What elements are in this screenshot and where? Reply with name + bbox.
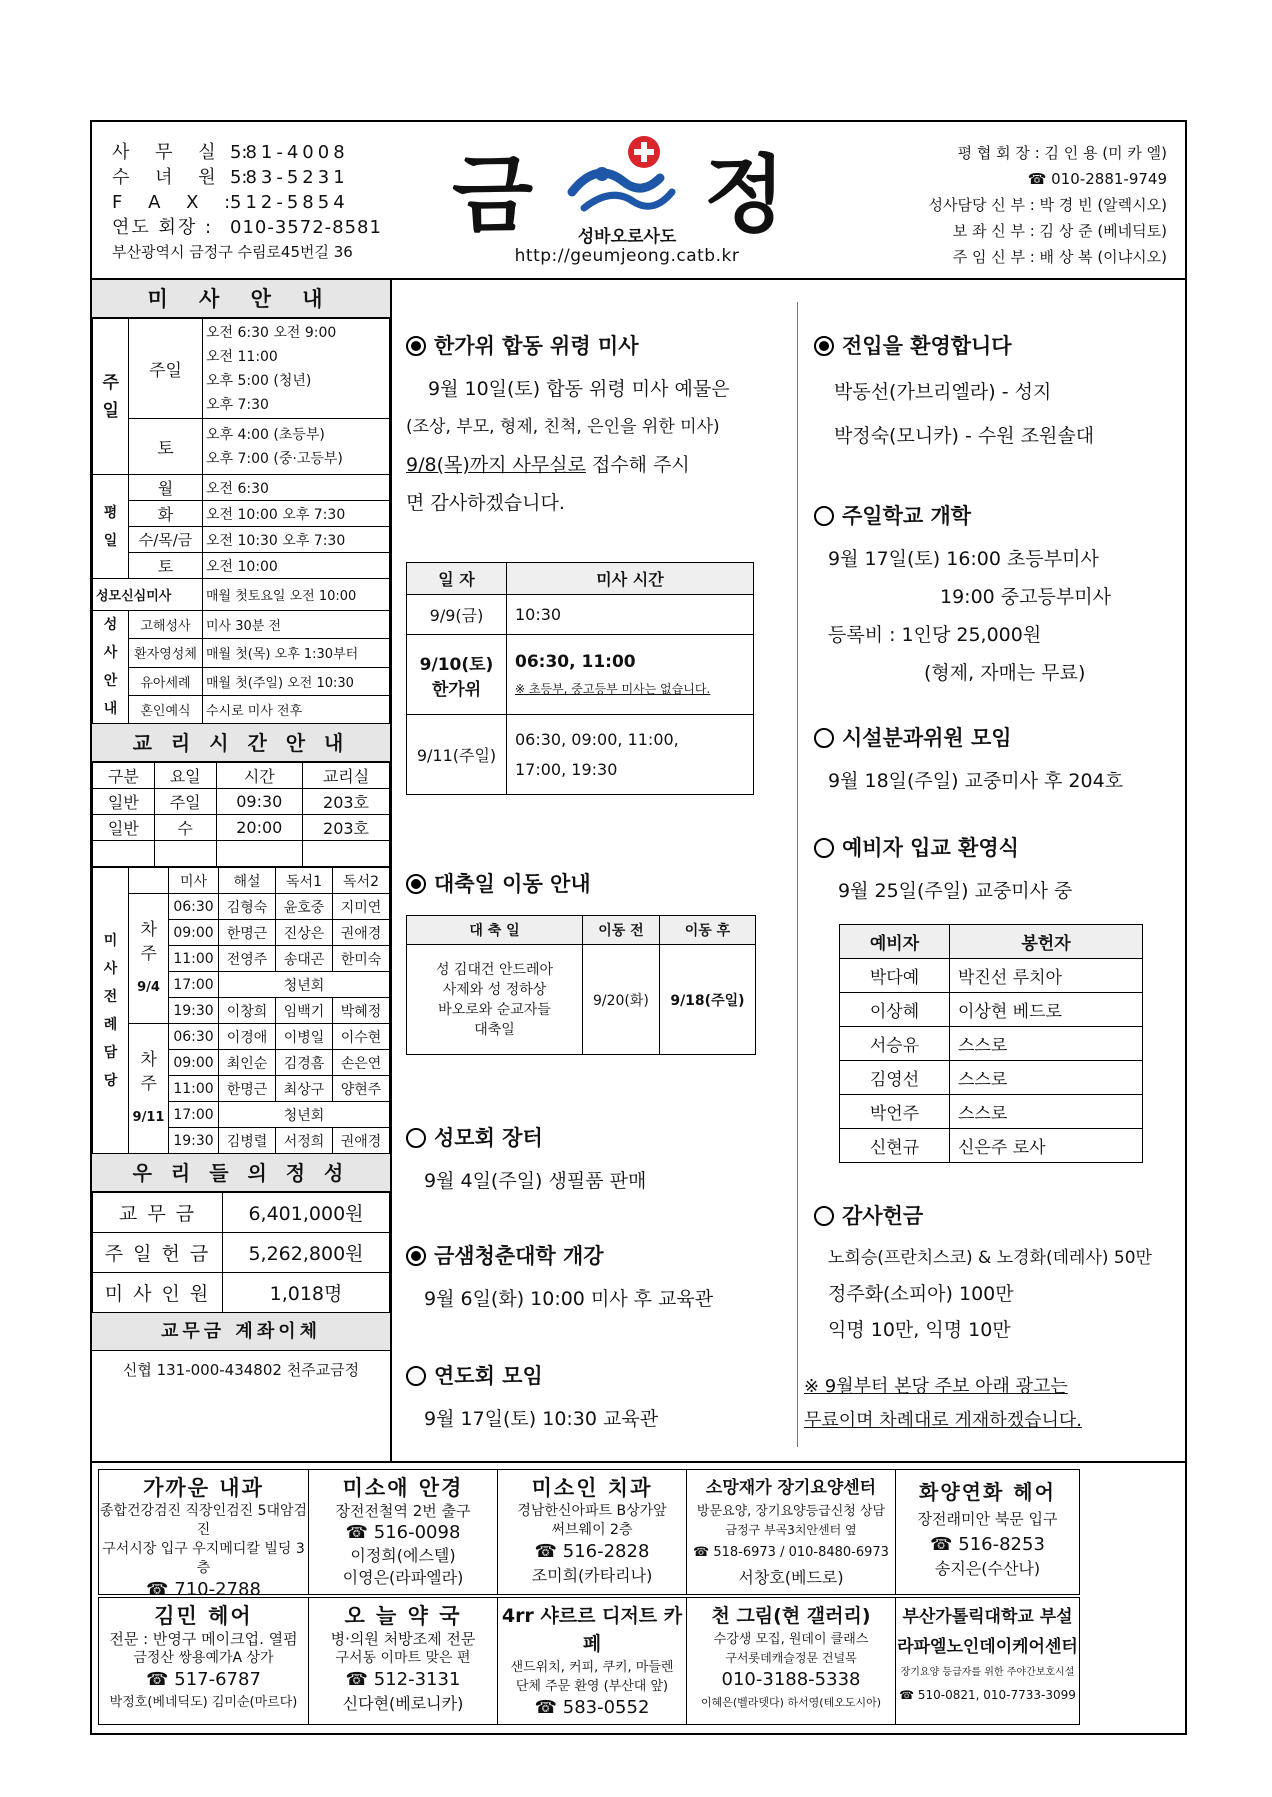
thanks-item: 노희승(프란치스코) & 노경화(데레사) 50만 — [828, 1248, 1152, 1268]
logo-text: 성바오로사도 — [577, 227, 677, 247]
assistant-priest: 보 좌 신 부 : 김 상 준 (베네딕토) — [952, 222, 1167, 240]
bullet-empty-icon — [814, 506, 834, 526]
title-left: 금 — [452, 146, 534, 244]
sponsor-name: 스스로 — [950, 1061, 1143, 1095]
welcome-item: 박동선(가브리엘라) - 성지 — [834, 381, 1052, 403]
ministry-cell: 19:30 — [169, 998, 219, 1024]
ministry-header: 독서1 — [276, 868, 333, 894]
ad-name: 천 그림(현 갤러리) — [711, 1605, 871, 1627]
ad-notice-text: ※ 9월부터 본당 주보 아래 광고는 — [804, 1376, 1068, 1397]
ad-person: 서창호(베드로) — [738, 1568, 844, 1587]
catechism-header: 구분 — [93, 763, 155, 789]
mass-guide-title: 미 사 안 내 — [92, 280, 390, 318]
offering-value: 5,262,800원 — [223, 1233, 390, 1273]
bullet-empty-icon — [406, 1366, 426, 1386]
chuseok-mass-table — [406, 562, 754, 795]
middle-column — [394, 280, 789, 1461]
bullet-empty-icon — [814, 838, 834, 858]
school-text: (형제, 자매는 무료) — [924, 662, 1086, 684]
alumni-phone: 010-3572-8581 — [230, 217, 382, 238]
ad-notice — [804, 1370, 1186, 1438]
pastor: 주 임 신 부 : 배 상 복 (이냐시오) — [952, 248, 1167, 266]
welcome-title: 전입을 환영합니다 — [842, 334, 1012, 358]
sponsor-name: 신은주 로사 — [950, 1129, 1143, 1163]
ad-name: 4rr 샤르르 디저트 카페 — [501, 1605, 683, 1655]
ministry-cell: 청년회 — [219, 1102, 390, 1128]
ministry-cell: 청년회 — [219, 972, 390, 998]
ministry-cell: 윤호중 — [276, 894, 333, 920]
catechumen-name: 이상혜 — [840, 993, 950, 1027]
catechism-cell: 09:30 — [216, 789, 303, 815]
ad-phone: ☎ 583-0552 — [534, 1697, 650, 1718]
bullet-empty-icon — [814, 1206, 834, 1226]
chuseok-deadline: 9/8(목)까지 사무실로 — [406, 454, 586, 476]
catechism-cell: 일반 — [93, 815, 155, 841]
ad-line: 경남한신아파트 B상가앞 — [517, 1503, 667, 1519]
sacrament-priest: 성사담당 신 부 : 박 경 빈 (알렉시오) — [928, 196, 1167, 214]
ministry-table — [92, 867, 390, 1154]
address: 부산광역시 금정구 수림로45번길 36 — [112, 243, 353, 261]
weekday-time: 오전 10:00 — [203, 553, 390, 579]
council-phone: ☎ 010-2881-9749 — [1027, 170, 1167, 188]
welcome-item: 박정숙(모니카) - 수원 조원솔대 — [834, 425, 1095, 447]
week-2: 차 주 9/11 — [129, 1024, 169, 1154]
catechism-cell: 20:00 — [216, 815, 303, 841]
ad-phone: ☎ 710-2788 — [146, 1579, 261, 1595]
chuseok-text: 면 감사하겠습니다. — [406, 492, 565, 514]
bullet-filled-icon — [814, 336, 834, 356]
catechumen-name: 신현규 — [840, 1129, 950, 1163]
ministry-cell: 진상은 — [276, 920, 333, 946]
catechism-cell: 일반 — [93, 789, 155, 815]
ad-person: 신다현(베로니카) — [342, 1694, 464, 1713]
ministry-cell: 09:00 — [169, 1050, 219, 1076]
ad-person — [498, 1720, 686, 1725]
feast-before: 9/20(화) — [583, 945, 660, 1055]
feast-header: 이동 후 — [659, 916, 755, 945]
weekday-day: 월 — [129, 475, 203, 501]
offering-title: 우 리 들 의 정 성 — [92, 1154, 390, 1192]
ministry-cell: 09:00 — [169, 920, 219, 946]
ministry-cell: 최인순 — [219, 1050, 276, 1076]
bullet-filled-icon — [406, 1246, 426, 1266]
mass-time: 06:30, 09:00, 11:00, 17:00, 19:30 — [507, 715, 754, 795]
yeondo-title: 연도회 모임 — [434, 1364, 543, 1388]
catechumen-section — [814, 832, 1072, 910]
ad-name: 오 늘 약 국 — [344, 1604, 462, 1628]
ministry-cell: 김병렬 — [219, 1128, 276, 1154]
bulletin-header — [92, 122, 1185, 280]
weekday-day: 토 — [129, 553, 203, 579]
ad-card[interactable] — [308, 1597, 498, 1725]
ad-name: 부산가톨릭대학교 부설 — [902, 1607, 1073, 1627]
mass-note: ※ 초등부, 중고등부 미사는 없습니다. — [515, 682, 711, 696]
catechumen-header: 봉헌자 — [950, 925, 1143, 959]
sunday-label: 주 일 — [93, 319, 129, 475]
market-text: 9월 4일(주일) 생필품 판매 — [424, 1170, 647, 1192]
sponsor-name: 박진선 루치아 — [950, 959, 1143, 993]
weekday-time: 오전 10:30 오후 7:30 — [203, 527, 390, 553]
offering-label: 주 일 헌 금 — [93, 1233, 223, 1273]
ad-card[interactable] — [98, 1597, 309, 1725]
feast-header: 이동 전 — [583, 916, 660, 945]
ad-phone: ☎ 512-3131 — [345, 1669, 461, 1690]
ad-name: 화양연화 헤어 — [919, 1480, 1056, 1504]
sunday-times: 오전 6:30 오전 9:00 오전 11:00 오후 5:00 (청년) 오후 7:30 — [203, 319, 390, 419]
ad-person: 송지은(수산나) — [934, 1559, 1041, 1578]
feast-after: 9/18(주일) — [659, 945, 755, 1055]
school-text: 등록비 : 1인당 25,000원 — [828, 624, 1042, 646]
catechumen-table — [839, 924, 1143, 1163]
parish-url[interactable]: http://geumjeong.catb.kr — [514, 246, 740, 266]
right-column — [804, 280, 1186, 1461]
catechumen-text: 9월 25일(주일) 교중미사 중 — [838, 880, 1073, 902]
ad-line: 수강생 모집, 원데이 클래스 — [713, 1632, 869, 1647]
ministry-cell: 19:30 — [169, 1128, 219, 1154]
ministry-cell: 서정희 — [276, 1128, 333, 1154]
ministry-cell: 이병일 — [276, 1024, 333, 1050]
school-text: 9월 17일(토) 16:00 초등부미사 — [828, 548, 1099, 570]
ad-line: 종합건강검진 직장인검진 5대암검진 — [99, 1503, 308, 1538]
ad-line: 장전전철역 2번 출구 — [335, 1502, 471, 1520]
feast-title: 대축일 이동 안내 — [434, 872, 591, 896]
ministry-cell: 손은연 — [333, 1050, 390, 1076]
ad-line: 병·의원 처방조제 전문 — [330, 1630, 476, 1648]
ad-phone: ☎ 516-8253 — [930, 1534, 1045, 1555]
feast-table — [406, 915, 756, 1055]
school-section — [814, 500, 1184, 692]
sponsor-name: 이상현 베드로 — [950, 993, 1143, 1027]
catechumen-name: 박다예 — [840, 959, 950, 993]
feast-name: 성 김대건 안드레아 사제와 성 정하상 바오로와 순교자들 대축일 — [407, 945, 583, 1055]
elder-title: 금샘청춘대학 개강 — [434, 1244, 604, 1268]
ministry-cell: 임백기 — [276, 998, 333, 1024]
ministry-cell: 06:30 — [169, 894, 219, 920]
ad-name: 소망재가 장기요양센터 — [705, 1478, 877, 1498]
catechumen-header: 예비자 — [840, 925, 950, 959]
ad-person: 이정희(에스텔) 이영은(라파엘라) — [342, 1546, 464, 1587]
ad-card[interactable] — [497, 1469, 687, 1595]
mass-date: 9/11(주일) — [407, 715, 507, 795]
ministry-cell: 한명근 — [219, 920, 276, 946]
council-president: 평 협 회 장 : 김 인 용 (미 카 엘) — [957, 144, 1167, 162]
chuseok-text: 접수해 주시 — [585, 454, 690, 476]
ad-notice-text: 무료이며 차례대로 게재하겠습니다. — [804, 1410, 1082, 1431]
sacrament-name: 환자영성체 — [129, 639, 203, 667]
account-title: 교무금 계좌이체 — [92, 1313, 390, 1351]
ad-line: 써브웨이 2층 — [551, 1522, 633, 1538]
alumni-label: 연도 회장 : — [112, 217, 214, 238]
sacrament-label: 성 사 안 내 — [93, 611, 129, 724]
saturday-times: 오후 4:00 (초등부) 오후 7:00 (중·고등부) — [203, 419, 390, 475]
ad-line: 전문 : 반영구 메이크업. 열펌 — [109, 1630, 298, 1648]
left-column — [92, 280, 392, 1461]
sacrament-time: 매월 첫(목) 오후 1:30부터 — [203, 639, 390, 667]
catechism-table — [92, 762, 390, 867]
fax-label: F A X : — [112, 192, 241, 213]
ad-card[interactable] — [98, 1469, 309, 1595]
elder-section — [406, 1240, 713, 1318]
school-text: 19:00 중고등부미사 — [940, 586, 1111, 608]
chuseok-title: 한가위 합동 위령 미사 — [434, 334, 639, 358]
ad-line: 금정산 쌍용예가A 상가 — [133, 1650, 274, 1666]
weekday-label: 평 일 — [93, 475, 129, 579]
ad-phone: ☎ 510-0821, 010-7733-3099 — [899, 1688, 1076, 1702]
ministry-cell: 17:00 — [169, 972, 219, 998]
ministry-cell: 지미연 — [333, 894, 390, 920]
ad-phone: ☎ 517-6787 — [146, 1669, 261, 1690]
ad-line: 금정구 부곡3치안센터 옆 — [725, 1523, 857, 1537]
ad-card[interactable] — [308, 1469, 498, 1595]
ad-line: 장기요양 등급자를 위한 주야간보호시설 — [900, 1667, 1075, 1678]
ad-line: 장전래미안 북문 입구 — [917, 1510, 1058, 1528]
ministry-cell: 김경흠 — [276, 1050, 333, 1076]
ad-name: 김민 헤어 — [154, 1604, 253, 1628]
catechism-title: 교 리 시 간 안 내 — [92, 724, 390, 762]
offering-value: 6,401,000원 — [223, 1193, 390, 1233]
ad-name: 가까운 내과 — [143, 1476, 264, 1500]
thanks-title: 감사헌금 — [842, 1204, 924, 1228]
ministry-cell: 11:00 — [169, 1076, 219, 1102]
heart-mass-time: 매월 첫토요일 오전 10:00 — [203, 579, 390, 611]
fax-number: 512-5854 — [230, 192, 349, 213]
market-section — [406, 1122, 646, 1200]
ad-person: 조미희(카타리나) — [531, 1566, 653, 1585]
ad-card[interactable] — [686, 1597, 896, 1725]
sacrament-name: 유아세례 — [129, 667, 203, 695]
facility-title: 시설분과위원 모임 — [842, 726, 1012, 750]
ads-grid — [92, 1461, 1185, 1733]
school-title: 주일학교 개학 — [842, 504, 972, 528]
catechism-header: 교리실 — [303, 763, 390, 789]
catechism-header: 요일 — [154, 763, 216, 789]
ministry-cell: 한미숙 — [333, 946, 390, 972]
sacrament-time: 미사 30분 전 — [203, 611, 390, 639]
ministry-cell: 이창희 — [219, 998, 276, 1024]
catechism-cell: 수 — [154, 815, 216, 841]
thanks-item: 정주화(소피아) 100만 — [828, 1283, 1014, 1305]
parish-logo-icon — [562, 130, 692, 225]
ad-line: 샌드위치, 커피, 쿠키, 마들렌 — [510, 1660, 674, 1675]
ministry-label: 미 사 전 례 담 당 — [93, 868, 129, 1154]
ad-line: 단체 주문 환영 (부산대 앞) — [515, 1679, 669, 1694]
catechumen-title: 예비자 입교 환영식 — [842, 836, 1019, 860]
market-title: 성모회 장터 — [434, 1126, 543, 1150]
office-phone: 581-4008 — [230, 142, 349, 163]
ministry-cell: 한명근 — [219, 1076, 276, 1102]
ministry-cell: 송대곤 — [276, 946, 333, 972]
ad-name: 미소인 치과 — [531, 1476, 653, 1500]
catechumen-name: 서승유 — [840, 1027, 950, 1061]
ministry-cell: 이수현 — [333, 1024, 390, 1050]
clergy-info — [928, 140, 1167, 270]
ministry-header: 미사 — [169, 868, 219, 894]
ad-person: 이혜은(벨라뎃다) 하서영(테오도시아) — [700, 1696, 882, 1709]
ad-line: 구서동 이마트 맞은 편 — [335, 1650, 471, 1666]
bullet-empty-icon — [406, 1128, 426, 1148]
feast-header: 대 축 일 — [407, 916, 583, 945]
ministry-cell: 최상구 — [276, 1076, 333, 1102]
ad-phone: 010-3188-5338 — [721, 1669, 861, 1690]
facility-section — [814, 722, 1123, 800]
mass-table-header: 일 자 — [407, 563, 507, 595]
ministry-cell: 권애경 — [333, 920, 390, 946]
ad-person: 박정호(베네딕도) 김미순(마르다) — [109, 1695, 298, 1710]
sunday-sub: 주일 — [129, 319, 203, 419]
bullet-filled-icon — [406, 874, 426, 894]
ad-card[interactable] — [895, 1469, 1080, 1595]
sacrament-time: 수시로 미사 전후 — [203, 695, 390, 723]
offering-table — [92, 1192, 390, 1313]
catechism-cell: 203호 — [303, 815, 390, 841]
ministry-cell: 17:00 — [169, 1102, 219, 1128]
ad-line: 구서롯데캐슬정문 건널목 — [725, 1651, 857, 1665]
bulletin-page — [90, 120, 1187, 1735]
catechism-cell: 203호 — [303, 789, 390, 815]
offering-label: 미 사 인 원 — [93, 1273, 223, 1313]
mass-date: 9/10(토) 한가위 — [407, 635, 507, 715]
saturday-sub: 토 — [129, 419, 203, 475]
ad-card[interactable] — [497, 1597, 687, 1725]
ad-phone: ☎ 518-6973 / 010-8480-6973 — [693, 1545, 889, 1560]
ad-line: 라파엘노인데이케어센터 — [897, 1637, 1078, 1657]
ad-line: 구서시장 입구 우지메디칼 빌딩 3층 — [102, 1541, 305, 1576]
column-divider — [797, 302, 798, 1447]
week-1: 차 주 9/4 — [129, 894, 169, 1024]
ad-card[interactable] — [686, 1469, 896, 1595]
heart-mass-label: 성모신심미사 — [93, 579, 203, 611]
offering-label: 교 무 금 — [93, 1193, 223, 1233]
weekday-time: 오전 6:30 — [203, 475, 390, 501]
ad-card[interactable] — [895, 1597, 1080, 1725]
sacrament-name: 혼인예식 — [129, 695, 203, 723]
chuseok-text: (조상, 부모, 형제, 친척, 은인을 위한 미사) — [406, 417, 720, 437]
facility-text: 9월 18일(주일) 교중미사 후 204호 — [828, 770, 1124, 792]
catechism-cell: 주일 — [154, 789, 216, 815]
weekday-day: 화 — [129, 501, 203, 527]
title-right: 정 — [704, 146, 786, 244]
sponsor-name: 스스로 — [950, 1095, 1143, 1129]
sacrament-time: 매월 첫(주일) 오전 10:30 — [203, 667, 390, 695]
ad-name: 미소애 안경 — [342, 1476, 464, 1500]
yeondo-section — [406, 1360, 658, 1438]
convent-label: 수 녀 원 : — [112, 167, 258, 188]
ad-phone: ☎ 516-2828 — [534, 1541, 650, 1562]
office-label: 사 무 실 : — [112, 142, 258, 163]
chuseok-text: 9월 10일(토) 합동 위령 미사 예물은 — [428, 378, 730, 400]
mass-table-header: 미사 시간 — [507, 563, 754, 595]
chuseok-section — [406, 330, 786, 522]
sponsor-name: 스스로 — [950, 1027, 1143, 1061]
catechumen-name: 박언주 — [840, 1095, 950, 1129]
feast-section — [406, 868, 591, 908]
ministry-cell: 이경애 — [219, 1024, 276, 1050]
elder-text: 9월 6일(화) 10:00 미사 후 교육관 — [424, 1288, 714, 1310]
mass-time: 06:30, 11:00 — [515, 652, 636, 672]
ministry-cell: 11:00 — [169, 946, 219, 972]
mass-guide-table — [92, 318, 390, 724]
ministry-header: 독서2 — [333, 868, 390, 894]
welcome-section — [814, 330, 1094, 458]
mass-date: 9/9(금) — [407, 595, 507, 635]
ministry-cell: 06:30 — [169, 1024, 219, 1050]
ministry-cell: 권애경 — [333, 1128, 390, 1154]
convent-phone: 583-5231 — [230, 167, 349, 188]
bullet-filled-icon — [406, 336, 426, 356]
catechumen-name: 김영선 — [840, 1061, 950, 1095]
thanks-item: 익명 10만, 익명 10만 — [828, 1319, 1011, 1341]
ad-phone: ☎ 516-0098 — [345, 1522, 461, 1543]
account-text: 신협 131-000-434802 천주교금정 — [122, 1361, 360, 1379]
mass-time: 10:30 — [507, 595, 754, 635]
contact-info — [112, 140, 382, 265]
catechism-header: 시간 — [216, 763, 303, 789]
sacrament-name: 고해성사 — [129, 611, 203, 639]
weekday-day: 수/목/금 — [129, 527, 203, 553]
ministry-cell: 박혜정 — [333, 998, 390, 1024]
thanks-section — [814, 1200, 1186, 1348]
ministry-cell: 양현주 — [333, 1076, 390, 1102]
weekday-time: 오전 10:00 오후 7:30 — [203, 501, 390, 527]
yeondo-text: 9월 17일(토) 10:30 교육관 — [424, 1408, 659, 1430]
ad-line: 방문요양, 장기요양등급신청 상담 — [696, 1504, 886, 1519]
bullet-empty-icon — [814, 728, 834, 748]
ministry-header: 해설 — [219, 868, 276, 894]
ministry-cell: 김형숙 — [219, 894, 276, 920]
ministry-cell: 전영주 — [219, 946, 276, 972]
offering-value: 1,018명 — [223, 1273, 390, 1313]
